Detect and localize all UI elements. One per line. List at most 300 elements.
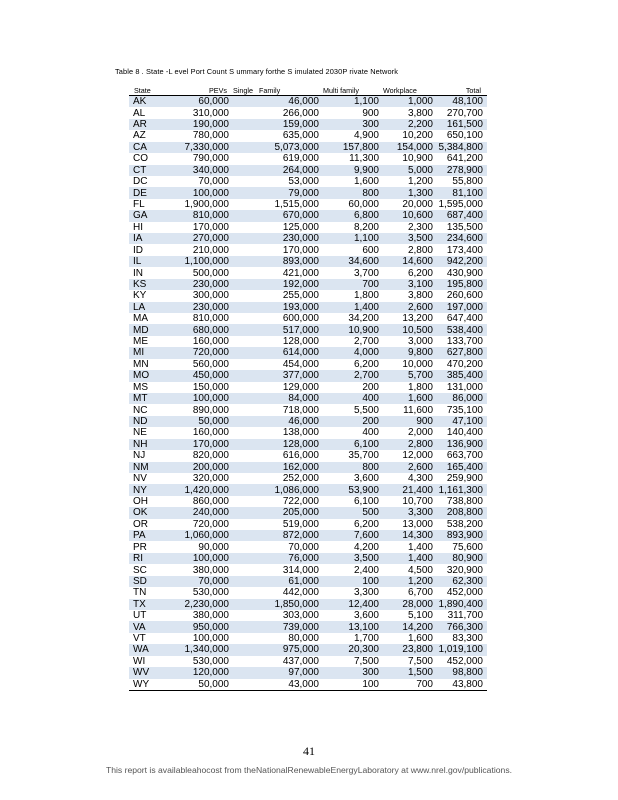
cell-state: AK	[129, 96, 175, 108]
cell-workplace: 700	[381, 679, 435, 691]
cell-pevs: 50,000	[175, 416, 231, 427]
cell-multi-family: 157,800	[321, 142, 381, 153]
cell-total: 452,000	[446, 587, 483, 599]
cell-single-family: 517,000	[231, 324, 321, 335]
cell-state: AZ	[133, 130, 146, 142]
cell-state: ND	[129, 416, 175, 427]
cell-state: GA	[129, 210, 175, 221]
cell-workplace: 1,400	[381, 553, 435, 564]
cell-total: 165,400	[435, 462, 487, 473]
header-row	[129, 84, 487, 96]
cell-multi-family: 1,100	[321, 96, 381, 108]
cell-total: 234,600	[435, 233, 487, 244]
table-header	[129, 84, 487, 96]
header-family: Family	[257, 84, 321, 96]
cell-workplace: 154,000	[381, 142, 435, 153]
cell-workplace: 10,000	[402, 358, 433, 370]
cell-single-family: 266,000	[282, 107, 319, 119]
cell-pevs: 820,000	[192, 450, 229, 462]
cell-single-family: 893,000	[231, 256, 321, 267]
cell-state: RI	[129, 553, 175, 564]
cell-pevs: 240,000	[175, 507, 231, 518]
cell-state: KS	[129, 279, 175, 290]
cell-single-family: 138,000	[282, 427, 319, 439]
cell-pevs: 150,000	[192, 381, 229, 393]
cell-multi-family: 6,100	[353, 495, 379, 507]
cell-total: 627,800	[435, 347, 487, 358]
cell-single-family: 46,000	[231, 96, 321, 108]
cell-workplace: 7,500	[407, 655, 433, 667]
cell-workplace: 2,600	[381, 302, 435, 313]
table-row	[129, 176, 487, 187]
cell-multi-family: 34,200	[348, 313, 379, 325]
cell-pevs: 340,000	[175, 165, 231, 176]
table-row	[129, 484, 487, 495]
cell-multi-family: 800	[321, 462, 381, 473]
cell-single-family: 600,000	[282, 313, 319, 325]
cell-total: 98,800	[435, 667, 487, 678]
cell-total: 1,890,400	[435, 599, 487, 610]
table-row	[129, 427, 487, 438]
cell-multi-family: 300	[321, 667, 381, 678]
cell-pevs: 2,230,000	[175, 599, 231, 610]
table-row	[129, 119, 487, 130]
cell-multi-family: 800	[321, 187, 381, 198]
cell-multi-family: 2,700	[353, 336, 379, 348]
table-row	[129, 130, 487, 141]
cell-multi-family: 6,800	[321, 210, 381, 221]
cell-workplace: 900	[381, 416, 435, 427]
cell-pevs: 320,000	[192, 473, 229, 485]
cell-multi-family: 8,200	[353, 221, 379, 233]
cell-total: 278,900	[435, 165, 487, 176]
cell-pevs: 70,000	[175, 576, 231, 587]
cell-multi-family: 3,300	[353, 587, 379, 599]
cell-single-family: 61,000	[231, 576, 321, 587]
cell-pevs: 530,000	[192, 655, 229, 667]
header-single: Single	[231, 84, 257, 96]
cell-total: 270,700	[446, 107, 483, 119]
cell-workplace: 10,500	[381, 324, 435, 335]
table-row	[129, 290, 487, 301]
cell-single-family: 46,000	[231, 416, 321, 427]
cell-single-family: 97,000	[231, 667, 321, 678]
cell-single-family: 129,000	[282, 381, 319, 393]
cell-total: 5,384,800	[435, 142, 487, 153]
cell-total: 83,300	[452, 633, 483, 645]
cell-state: MS	[133, 381, 148, 393]
cell-pevs: 160,000	[192, 336, 229, 348]
cell-single-family: 1,515,000	[274, 199, 319, 210]
table-row	[129, 530, 487, 541]
cell-pevs: 530,000	[192, 587, 229, 599]
cell-total: 131,000	[446, 381, 483, 393]
cell-total: 86,000	[435, 393, 487, 404]
cell-state: AL	[133, 107, 146, 119]
cell-pevs: 950,000	[175, 621, 231, 632]
cell-single-family: 170,000	[282, 244, 319, 256]
cell-single-family: 84,000	[231, 393, 321, 404]
cell-single-family: 442,000	[282, 587, 319, 599]
table-row	[129, 404, 487, 415]
cell-pevs: 170,000	[175, 439, 231, 450]
cell-multi-family: 3,600	[353, 473, 379, 485]
cell-workplace: 14,300	[381, 530, 435, 541]
cell-workplace: 23,800	[381, 644, 435, 655]
cell-multi-family: 1,600	[353, 176, 379, 188]
table-row	[129, 267, 487, 278]
cell-state: MD	[129, 324, 175, 335]
cell-total: 738,800	[446, 495, 483, 507]
cell-workplace: 2,200	[381, 119, 435, 130]
cell-workplace: 5,100	[407, 610, 433, 622]
cell-pevs: 1,060,000	[175, 530, 231, 541]
cell-state: TN	[133, 587, 147, 599]
cell-multi-family: 10,900	[321, 324, 381, 335]
cell-workplace: 5,000	[381, 165, 435, 176]
cell-multi-family: 1,400	[321, 302, 381, 313]
cell-multi-family: 200	[362, 381, 379, 393]
cell-workplace: 9,800	[381, 347, 435, 358]
page-number: 41	[303, 744, 315, 758]
cell-workplace: 1,600	[381, 393, 435, 404]
cell-multi-family: 3,600	[353, 610, 379, 622]
cell-multi-family: 4,900	[353, 130, 379, 142]
cell-single-family: 76,000	[231, 553, 321, 564]
cell-state: MA	[133, 313, 148, 325]
cell-single-family: 162,000	[231, 462, 321, 473]
cell-state: OH	[133, 495, 148, 507]
table-row	[129, 187, 487, 198]
cell-workplace: 3,300	[381, 507, 435, 518]
table-row	[129, 599, 487, 610]
table-row	[129, 347, 487, 358]
cell-multi-family: 6,200	[353, 358, 379, 370]
cell-single-family: 614,000	[231, 347, 321, 358]
cell-total: 161,500	[435, 119, 487, 130]
cell-multi-family: 4,200	[353, 541, 379, 553]
table-row	[129, 507, 487, 518]
cell-state: IL	[129, 256, 175, 267]
cell-state: VT	[133, 633, 146, 645]
table-row	[129, 336, 487, 347]
cell-state: TX	[129, 599, 175, 610]
cell-pevs: 720,000	[175, 347, 231, 358]
cell-pevs: 450,000	[175, 370, 231, 381]
cell-single-family: 193,000	[231, 302, 321, 313]
cell-total: 385,400	[435, 370, 487, 381]
cell-total: 452,000	[446, 655, 483, 667]
cell-multi-family: 5,500	[353, 404, 379, 416]
port-count-table-container	[129, 84, 487, 691]
cell-state: NE	[133, 427, 147, 439]
cell-pevs: 230,000	[175, 279, 231, 290]
table-row	[129, 644, 487, 655]
cell-state: NJ	[133, 450, 146, 462]
cell-pevs: 200,000	[175, 462, 231, 473]
cell-total: 663,700	[446, 450, 483, 462]
cell-state: NH	[129, 439, 175, 450]
cell-single-family: 128,000	[282, 336, 319, 348]
cell-pevs: 170,000	[192, 221, 229, 233]
table-row	[129, 564, 487, 575]
cell-pevs: 90,000	[198, 541, 229, 553]
cell-total: 136,900	[435, 439, 487, 450]
cell-pevs: 780,000	[192, 130, 229, 142]
table-row	[129, 313, 487, 324]
cell-multi-family: 4,000	[321, 347, 381, 358]
cell-workplace: 2,800	[407, 244, 433, 256]
cell-workplace: 4,500	[407, 564, 433, 576]
table-row	[129, 107, 487, 118]
cell-state: WI	[133, 655, 146, 667]
port-count-table	[129, 84, 487, 691]
cell-state: MO	[129, 370, 175, 381]
cell-multi-family: 2,700	[321, 370, 381, 381]
cell-multi-family: 500	[321, 507, 381, 518]
cell-pevs: 100,000	[192, 633, 229, 645]
cell-pevs: 810,000	[175, 210, 231, 221]
cell-total: 735,100	[446, 404, 483, 416]
table-row	[129, 587, 487, 598]
cell-workplace: 28,000	[381, 599, 435, 610]
cell-workplace: 2,600	[381, 462, 435, 473]
cell-total: 538,200	[446, 518, 483, 530]
cell-multi-family: 300	[321, 119, 381, 130]
cell-pevs: 860,000	[192, 495, 229, 507]
cell-workplace: 1,500	[381, 667, 435, 678]
cell-workplace: 3,100	[381, 279, 435, 290]
table-row	[129, 633, 487, 644]
cell-multi-family: 20,300	[321, 644, 381, 655]
cell-state: IA	[129, 233, 175, 244]
header-total: Total	[435, 84, 487, 96]
cell-single-family: 125,000	[282, 221, 319, 233]
header-pevs: PEVs	[175, 84, 231, 96]
cell-workplace: 1,800	[407, 381, 433, 393]
header-state: State	[129, 84, 175, 96]
cell-state: DE	[129, 187, 175, 198]
table-row	[129, 393, 487, 404]
cell-single-family: 230,000	[231, 233, 321, 244]
cell-total: 647,400	[446, 313, 483, 325]
cell-total: 650,100	[446, 130, 483, 142]
cell-pevs: 810,000	[192, 313, 229, 325]
table-row	[129, 302, 487, 313]
cell-multi-family: 400	[321, 393, 381, 404]
cell-multi-family: 1,700	[353, 633, 379, 645]
cell-single-family: 70,000	[288, 541, 319, 553]
cell-pevs: 160,000	[192, 427, 229, 439]
cell-workplace: 2,000	[407, 427, 433, 439]
cell-state: CT	[129, 165, 175, 176]
cell-single-family: 619,000	[282, 153, 319, 165]
cell-total: 133,700	[446, 336, 483, 348]
cell-state: CA	[129, 142, 175, 153]
cell-total: 75,600	[452, 541, 483, 553]
cell-multi-family: 34,600	[321, 256, 381, 267]
cell-multi-family: 6,100	[321, 439, 381, 450]
cell-single-family: 80,000	[288, 633, 319, 645]
cell-state: OK	[129, 507, 175, 518]
cell-workplace: 12,000	[402, 450, 433, 462]
cell-multi-family: 2,400	[353, 564, 379, 576]
cell-multi-family: 400	[362, 427, 379, 439]
cell-single-family: 264,000	[231, 165, 321, 176]
cell-multi-family: 200	[321, 416, 381, 427]
cell-pevs: 790,000	[192, 153, 229, 165]
cell-state: KY	[133, 290, 147, 302]
table-row	[129, 496, 487, 507]
cell-multi-family: 3,500	[321, 553, 381, 564]
cell-state: NV	[133, 473, 147, 485]
cell-multi-family: 12,400	[321, 599, 381, 610]
cell-single-family: 739,000	[231, 621, 321, 632]
header-multi-family: Multi family	[321, 84, 381, 96]
table-row	[129, 359, 487, 370]
cell-state: UT	[133, 610, 147, 622]
table-row	[129, 656, 487, 667]
cell-workplace: 13,200	[402, 313, 433, 325]
cell-total: 80,900	[435, 553, 487, 564]
cell-workplace: 2,300	[407, 221, 433, 233]
cell-state: OR	[133, 518, 148, 530]
cell-pevs: 120,000	[175, 667, 231, 678]
cell-multi-family: 7,500	[353, 655, 379, 667]
cell-workplace: 4,300	[407, 473, 433, 485]
cell-pevs: 1,420,000	[175, 484, 231, 495]
table-row	[129, 96, 487, 108]
cell-single-family: 252,000	[282, 473, 319, 485]
cell-pevs: 1,340,000	[175, 644, 231, 655]
table-row	[129, 621, 487, 632]
cell-pevs: 720,000	[192, 518, 229, 530]
table-row	[129, 382, 487, 393]
cell-workplace: 1,600	[407, 633, 433, 645]
cell-state: MI	[129, 347, 175, 358]
cell-single-family: 53,000	[288, 176, 319, 188]
cell-total: 1,595,000	[438, 199, 483, 210]
table-row	[129, 153, 487, 164]
table-row	[129, 679, 487, 691]
cell-pevs: 890,000	[192, 404, 229, 416]
table-caption: Table 8 . State -L evel Port Count S ummary forthe S imulated 2030P rivate Network	[115, 67, 399, 76]
cell-total: 208,800	[435, 507, 487, 518]
table-row	[129, 233, 487, 244]
cell-state: WV	[129, 667, 175, 678]
cell-pevs: 380,000	[192, 610, 229, 622]
cell-pevs: 100,000	[175, 553, 231, 564]
cell-state: LA	[129, 302, 175, 313]
cell-workplace: 10,700	[402, 495, 433, 507]
cell-state: SD	[129, 576, 175, 587]
cell-pevs: 500,000	[192, 267, 229, 279]
cell-pevs: 1,900,000	[184, 199, 229, 210]
cell-pevs: 680,000	[175, 324, 231, 335]
cell-single-family: 314,000	[282, 564, 319, 576]
cell-workplace: 3,000	[407, 336, 433, 348]
cell-multi-family: 100	[321, 576, 381, 587]
cell-multi-family: 7,600	[321, 530, 381, 541]
cell-workplace: 3,800	[407, 107, 433, 119]
cell-total: 173,400	[446, 244, 483, 256]
cell-total: 942,200	[435, 256, 487, 267]
cell-pevs: 560,000	[192, 358, 229, 370]
cell-single-family: 722,000	[282, 495, 319, 507]
cell-workplace: 14,600	[381, 256, 435, 267]
cell-workplace: 3,500	[381, 233, 435, 244]
cell-single-family: 159,000	[231, 119, 321, 130]
cell-workplace: 10,200	[402, 130, 433, 142]
table-row	[129, 519, 487, 530]
cell-state: HI	[133, 221, 143, 233]
cell-multi-family: 35,700	[348, 450, 379, 462]
table-row	[129, 324, 487, 335]
cell-total: 766,300	[435, 621, 487, 632]
cell-workplace: 2,800	[381, 439, 435, 450]
cell-total: 641,200	[446, 153, 483, 165]
cell-workplace: 20,000	[402, 199, 433, 210]
cell-single-family: 718,000	[282, 404, 319, 416]
cell-multi-family: 53,900	[321, 484, 381, 495]
cell-total: 1,161,300	[435, 484, 487, 495]
cell-state: NY	[129, 484, 175, 495]
cell-total: 259,900	[446, 473, 483, 485]
cell-pevs: 60,000	[175, 96, 231, 108]
table-row	[129, 439, 487, 450]
cell-single-family: 43,000	[231, 679, 321, 691]
cell-state: WY	[129, 679, 175, 691]
cell-state: PR	[133, 541, 147, 553]
cell-single-family: 421,000	[282, 267, 319, 279]
cell-workplace: 10,600	[381, 210, 435, 221]
table-row	[129, 473, 487, 484]
cell-total: 62,300	[435, 576, 487, 587]
cell-workplace: 1,200	[381, 576, 435, 587]
cell-state: PA	[129, 530, 175, 541]
cell-single-family: 519,000	[282, 518, 319, 530]
cell-total: 311,700	[447, 610, 483, 622]
cell-workplace: 14,200	[381, 621, 435, 632]
cell-total: 687,400	[435, 210, 487, 221]
cell-workplace: 6,700	[407, 587, 433, 599]
table-row	[129, 210, 487, 221]
cell-total: 197,000	[435, 302, 487, 313]
cell-pevs: 7,330,000	[175, 142, 231, 153]
cell-multi-family: 1,100	[321, 233, 381, 244]
cell-single-family: 128,000	[231, 439, 321, 450]
cell-pevs: 1,100,000	[175, 256, 231, 267]
cell-state: SC	[133, 564, 147, 576]
header-workplace: Workplace	[381, 84, 435, 96]
cell-single-family: 635,000	[282, 130, 319, 142]
cell-multi-family: 13,100	[321, 621, 381, 632]
cell-workplace: 1,200	[407, 176, 433, 188]
cell-state: ME	[133, 336, 148, 348]
cell-multi-family: 11,300	[349, 153, 379, 165]
cell-single-family: 79,000	[231, 187, 321, 198]
cell-multi-family: 100	[321, 679, 381, 691]
table-row	[129, 610, 487, 621]
cell-total: 538,400	[435, 324, 487, 335]
cell-state: ID	[133, 244, 143, 256]
cell-state: IN	[133, 267, 143, 279]
table-row	[129, 667, 487, 678]
cell-single-family: 205,000	[231, 507, 321, 518]
cell-multi-family: 600	[362, 244, 379, 256]
cell-state: CO	[133, 153, 148, 165]
table-row	[129, 553, 487, 564]
